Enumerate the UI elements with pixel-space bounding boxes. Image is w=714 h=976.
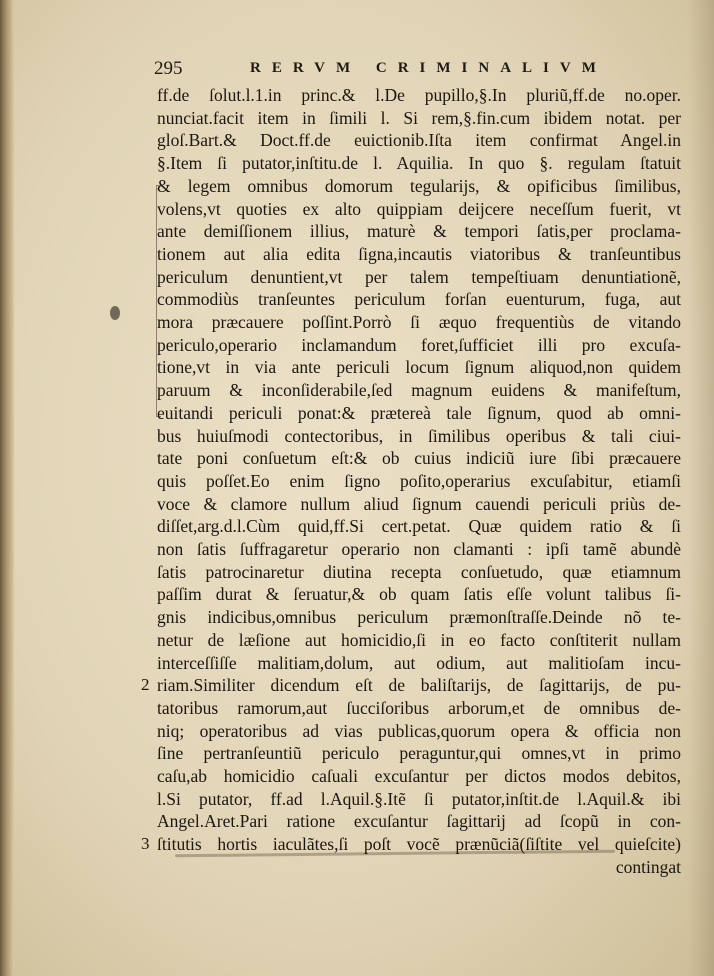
text-line: ff.de ſolut.l.1.in princ.& l.De pupillo,§.In pluriũ,ff.de no.oper. xyxy=(157,85,681,105)
text-line: paruum & inconſiderabile,ſed magnum euidens & manifeſtum, xyxy=(157,380,681,401)
text-line: periculo,operario inclamandum foret,ſufficiet illi pro excuſa- xyxy=(157,334,681,355)
text-line: periculum denuntient,vt per talem tempeſtiuam denuntiationẽ, xyxy=(157,266,681,287)
text-line: mora præcauere poſſint.Porrò ſi æquo frequentiùs de vitando xyxy=(157,312,681,332)
text-line: tionem aut alia edita ſigna,incautis viatoribus & tranſeuntibus xyxy=(157,243,681,264)
text-line: euitandi periculi ponat:& prætereà tale ſignum, quod ab omni- xyxy=(157,402,681,423)
marginal-number: 3 xyxy=(141,834,150,854)
text-line: tione,vt in via ante periculi locum ſignum aliquod,non quidem xyxy=(157,357,681,378)
text-line: ſine pertranſeuntiũ periculo peraguntur,qui omnes,vt in primo xyxy=(157,743,681,764)
text-line: netur de læſione aut homicidio,ſi in eo facto conſtiterit nullam xyxy=(157,629,681,650)
text-line: volens,vt quoties ex alto quippiam deijcere neceſſum fuerit, vt xyxy=(157,198,681,219)
text-line: gloſ.Bart.& Doct.ff.de euictionib.Iſta item confirmat Angel.in xyxy=(157,130,681,151)
text-line: non ſatis ſuffragaretur operario non clamanti : ipſi tamẽ abundè xyxy=(157,539,681,559)
book-spine-shadow xyxy=(0,0,14,976)
text-line: riam.Similiter dicendum eſt de baliſtarijs, de ſagittarijs, de pu- xyxy=(157,675,681,696)
text-line: contingat xyxy=(615,856,681,877)
text-line: tate poni conſuetum eſt:& ob cuius indiciũ iure ſibi præcauere xyxy=(157,448,681,469)
text-line: bus huiuſmodi contectoribus, in ſimilibus operibus & tali ciui- xyxy=(157,425,681,446)
text-line: niq; operatoribus ad vias publicas,quorum opera & officia non xyxy=(157,720,681,741)
text-line: & legem omnibus domorum tegularijs, & opificibus ſimilibus, xyxy=(157,175,681,196)
text-line: tatoribus ramorum,aut ſucciſoribus arborum,et de omnibus de- xyxy=(157,697,681,718)
text-line: gnis indicibus,omnibus periculum præmonſtraſſe.Deinde nõ te- xyxy=(157,607,681,628)
text-line: diſſet,arg.d.l.Cùm quid,ff.Si cert.petat. Quæ quidem ratio & ſi xyxy=(157,516,681,537)
text-line: l.Si putator, ff.ad l.Aquil.§.Itẽ ſi putator,inſtit.de l.Aquil.& ibi xyxy=(157,788,681,809)
text-line: caſu,ab homicidio caſuali excuſantur per dictos modos debitos, xyxy=(157,766,681,786)
page-edge-shadow xyxy=(688,0,714,976)
text-line: ante demiſſionem illius, maturè & tempori ſatis,per proclama- xyxy=(157,221,681,242)
text-line: ſtitutis hortis iaculãtes,ſi poſt vocẽ prænũciã(ſiſtite vel quieſcite) xyxy=(157,834,681,855)
text-line: §.Item ſi putator,inſtitu.de l. Aquilia. In quo §. regulam ſtatuit xyxy=(157,153,681,174)
ink-blot xyxy=(110,306,120,320)
running-head: RERVM CRIMINALIVM xyxy=(250,60,607,76)
text-line: paſſim durat & ſeruatur,& ob quam ſatis eſſe volunt talibus ſi- xyxy=(157,584,681,605)
text-line: Angel.Aret.Pari ratione excuſantur ſagittarij ad ſcopũ in con- xyxy=(157,811,681,832)
text-line: commodiùs tranſeuntes periculum forſan euenturum, fuga, aut xyxy=(157,289,681,310)
text-line: ſatis patrocinaretur diutina recepta conſuetudo, quæ etiamnum xyxy=(157,561,681,582)
page-number: 295 xyxy=(154,58,183,79)
marginal-number: 2 xyxy=(141,675,150,695)
text-line: nunciat.facit item in ſimili l. Si rem,§.fin.cum ibidem notat. per xyxy=(157,107,681,128)
text-line: quis poſſet.Eo enim ſigno poſito,operarius excuſabitur, etiamſi xyxy=(157,470,681,491)
text-line: voce & clamore nullum aliud ſignum cauendi periculi priùs de- xyxy=(157,493,681,514)
text-line: interceſſiſſe malitiam,dolum, aut odium, aut malitioſam incu- xyxy=(157,652,681,673)
